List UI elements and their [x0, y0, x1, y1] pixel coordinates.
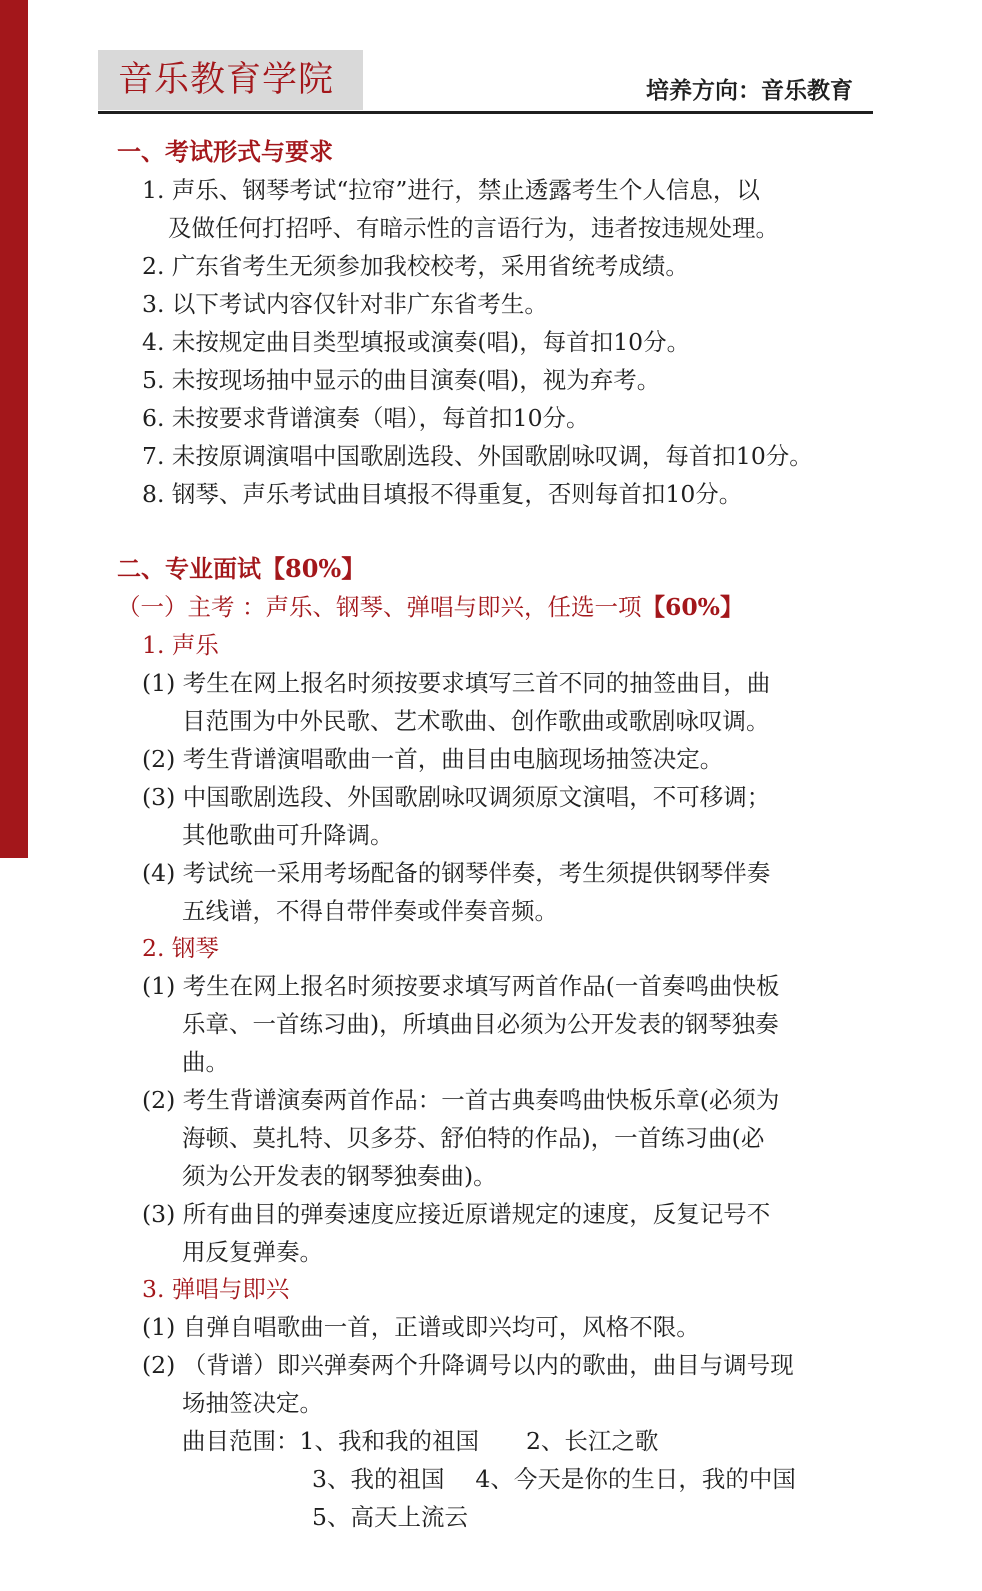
piano-line: 曲。 — [182, 1048, 229, 1076]
song-range-line: 3、我的祖国 4、今天是你的生日，我的中国 — [312, 1465, 796, 1493]
section1-line: 及做任何打招呼、有暗示性的言语行为，违者按违规处理。 — [168, 214, 779, 242]
header-divider — [98, 111, 873, 114]
singing-line: (1) 自弹自唱歌曲一首，正谱或即兴均可，风格不限。 — [142, 1313, 700, 1341]
section1-line: 4. 未按规定曲目类型填报或演奏(唱)，每首扣10分。 — [142, 328, 691, 356]
vocal-line: (3) 中国歌剧选段、外国歌剧咏叹调须原文演唱，不可移调； — [142, 783, 771, 811]
section1-line: 1. 声乐、钢琴考试“拉帘”进行，禁止透露考生个人信息，以 — [142, 176, 760, 204]
singing-line: 场抽签决定。 — [182, 1389, 323, 1417]
section2-weight: 【80%】 — [261, 554, 366, 583]
section1-line: 3. 以下考试内容仅针对非广东省考生。 — [142, 290, 548, 318]
piano-line: 海顿、莫扎特、贝多芬、舒伯特的作品)，一首练习曲(必 — [182, 1124, 765, 1152]
section1-line: 6. 未按要求背谱演奏（唱），每首扣10分。 — [142, 404, 590, 432]
singing-line: (2) （背谱）即兴弹奏两个升降调号以内的歌曲，曲目与调号现 — [142, 1351, 794, 1379]
vocal-line: (4) 考试统一采用考场配备的钢琴伴奏，考生须提供钢琴伴奏 — [142, 859, 771, 887]
section2-title-text: 二、专业面试 — [117, 554, 261, 583]
college-title: 音乐教育学院 — [98, 50, 363, 110]
piano-line: 用反复弹奏。 — [182, 1238, 323, 1266]
main-exam-weight: 【60%】 — [641, 593, 744, 621]
section1-line: 2. 广东省考生无须参加我校校考，采用省统考成绩。 — [142, 252, 689, 280]
main-exam-title — [117, 592, 744, 622]
piano-line: 须为公开发表的钢琴独奏曲)。 — [182, 1162, 497, 1190]
vocal-line: (2) 考生背谱演唱歌曲一首，曲目由电脑现场抽签决定。 — [142, 745, 724, 773]
vocal-line: (1) 考生在网上报名时须按要求填写三首不同的抽签曲目，曲 — [142, 669, 771, 697]
piano-line: (3) 所有曲目的弹奏速度应接近原谱规定的速度，反复记号不 — [142, 1200, 771, 1228]
section1-line: 8. 钢琴、声乐考试曲目填报不得重复，否则每首扣10分。 — [142, 480, 743, 508]
page-header — [98, 50, 873, 112]
song-range-line: 曲目范围：1、我和我的祖国 2、长江之歌 — [182, 1427, 659, 1455]
section1-title: 一、考试形式与要求 — [117, 137, 333, 166]
vocal-title: 1. 声乐 — [142, 631, 219, 659]
vocal-line: 目范围为中外民歌、艺术歌曲、创作歌曲或歌剧咏叹调。 — [182, 707, 770, 735]
singing-title: 3. 弹唱与即兴 — [142, 1275, 290, 1303]
main-exam-text: （一）主考 ：声乐、钢琴、弹唱与即兴，任选一项 — [117, 593, 642, 621]
decorative-side-bar — [0, 0, 28, 858]
section2-title — [117, 554, 365, 584]
section1-line: 7. 未按原调演唱中国歌剧选段、外国歌剧咏叹调，每首扣10分。 — [142, 442, 813, 470]
vocal-line: 其他歌曲可升降调。 — [182, 821, 394, 849]
piano-line: 乐章、一首练习曲)，所填曲目必须为公开发表的钢琴独奏 — [182, 1010, 779, 1038]
piano-title: 2. 钢琴 — [142, 934, 219, 962]
song-range-line: 5、高天上流云 — [312, 1503, 468, 1531]
piano-line: (1) 考生在网上报名时须按要求填写两首作品(一首奏鸣曲快板 — [142, 972, 780, 1000]
piano-line: (2) 考生背谱演奏两首作品：一首古典奏鸣曲快板乐章(必须为 — [142, 1086, 780, 1114]
training-direction: 培养方向：音乐教育 — [646, 77, 853, 104]
section1-line: 5. 未按现场抽中显示的曲目演奏(唱)，视为弃考。 — [142, 366, 661, 394]
vocal-line: 五线谱，不得自带伴奏或伴奏音频。 — [182, 897, 558, 925]
